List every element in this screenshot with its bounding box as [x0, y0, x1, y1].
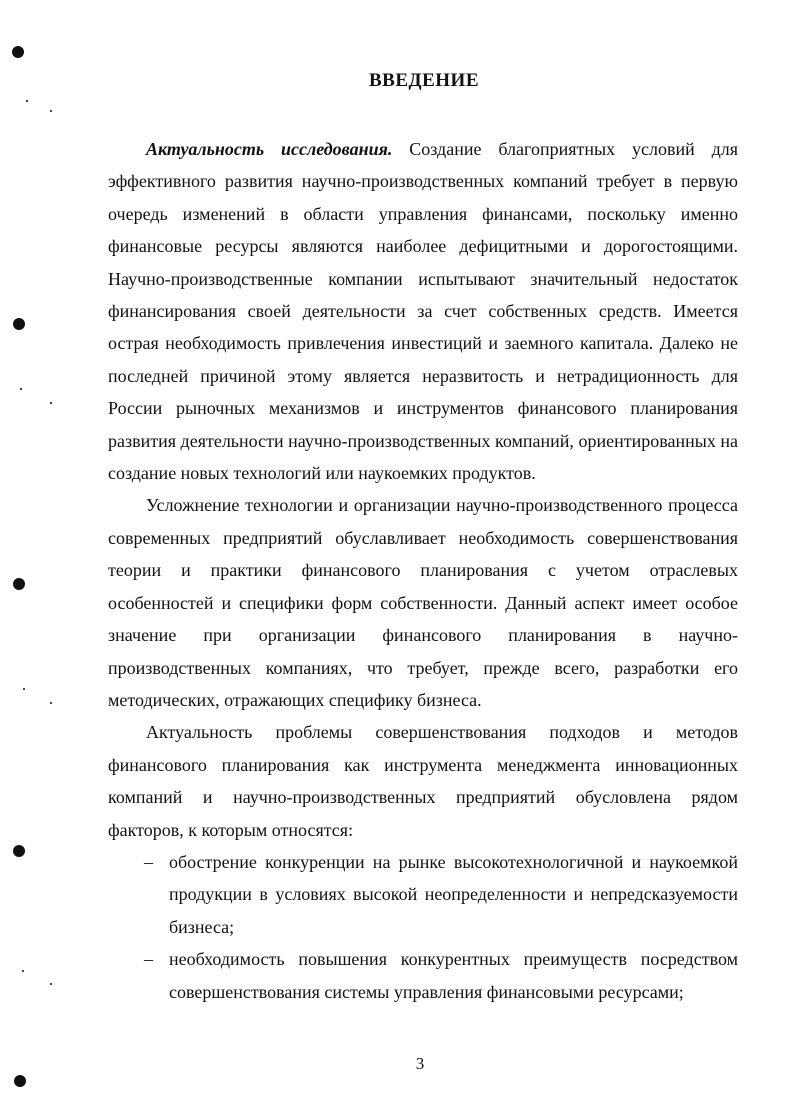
binding-hole-mark	[13, 845, 25, 857]
list-item-text: необходимость повышения конкурентных преимуществ посредством совершенствования системы управления финансовыми ресурсами;	[169, 949, 738, 1002]
paragraph-relevance	[108, 133, 738, 489]
scan-speck	[26, 100, 28, 102]
page-title: ВВЕДЕНИЕ	[369, 70, 479, 91]
binding-hole-mark	[13, 578, 25, 590]
paragraph-lead: Актуальность исследования.	[146, 139, 393, 159]
list-item	[108, 943, 738, 1008]
binding-hole-mark	[14, 1075, 26, 1087]
scan-speck	[50, 110, 52, 112]
body-text	[108, 133, 738, 1008]
scan-speck	[50, 402, 52, 404]
list-dash: –	[144, 851, 153, 872]
list-item-text: обострение конкуренции на рынке высокотехнологичной и наукоемкой продукции в условиях высокой неопределенности и непредсказуемости бизнеса;	[169, 851, 738, 937]
paragraph-complexity: Усложнение технологии и организации научно-производственного процесса современных предприятий обуславливает необходимость совершенствования теории и практики финансового планирования с учетом отраслевых особенностей и специфики форм собственности. Данный аспект имеет особое значение при организации финансового планирования в научно-производственных компаниях, что требует, прежде всего, разработки его методических, отражающих специфику бизнеса.	[108, 495, 738, 710]
scan-speck	[20, 388, 22, 390]
scan-speck	[22, 970, 24, 972]
scan-speck	[23, 688, 25, 690]
scan-speck	[50, 702, 52, 704]
page-number: 3	[415, 1054, 425, 1073]
paragraph-text: Создание благоприятных условий для эффективного развития научно-производственных компаний требует в первую очередь изменений в области управления финансами, поскольку именно финансовые ресурсы являются наиболее дефицитными и дорогостоящими. Научно-производственные компании испытывают значительный недостаток финансирования своей деятельности за счет собственных средств. Имеется острая необходимость привлечения инвестиций и заемного капитала. Далеко не последней причиной этому является неразвитость и нетрадиционность для России рыночных механизмов и инструментов финансового планирования развития деятельности научно-производственных компаний, ориентированных на создание новых технологий или наукоемких продуктов.	[108, 139, 739, 484]
binding-hole-mark	[12, 46, 24, 58]
list-dash: –	[144, 949, 153, 970]
factors-list	[108, 846, 738, 1008]
binding-hole-mark	[13, 318, 25, 330]
scan-speck	[50, 983, 52, 985]
paragraph-factors-intro: Актуальность проблемы совершенствования подходов и методов финансового планирования как инструмента менеджмента инновационных компаний и научно-производственных предприятий обусловлена рядом факторов, к которым относятся:	[108, 722, 738, 840]
list-item	[108, 846, 738, 943]
